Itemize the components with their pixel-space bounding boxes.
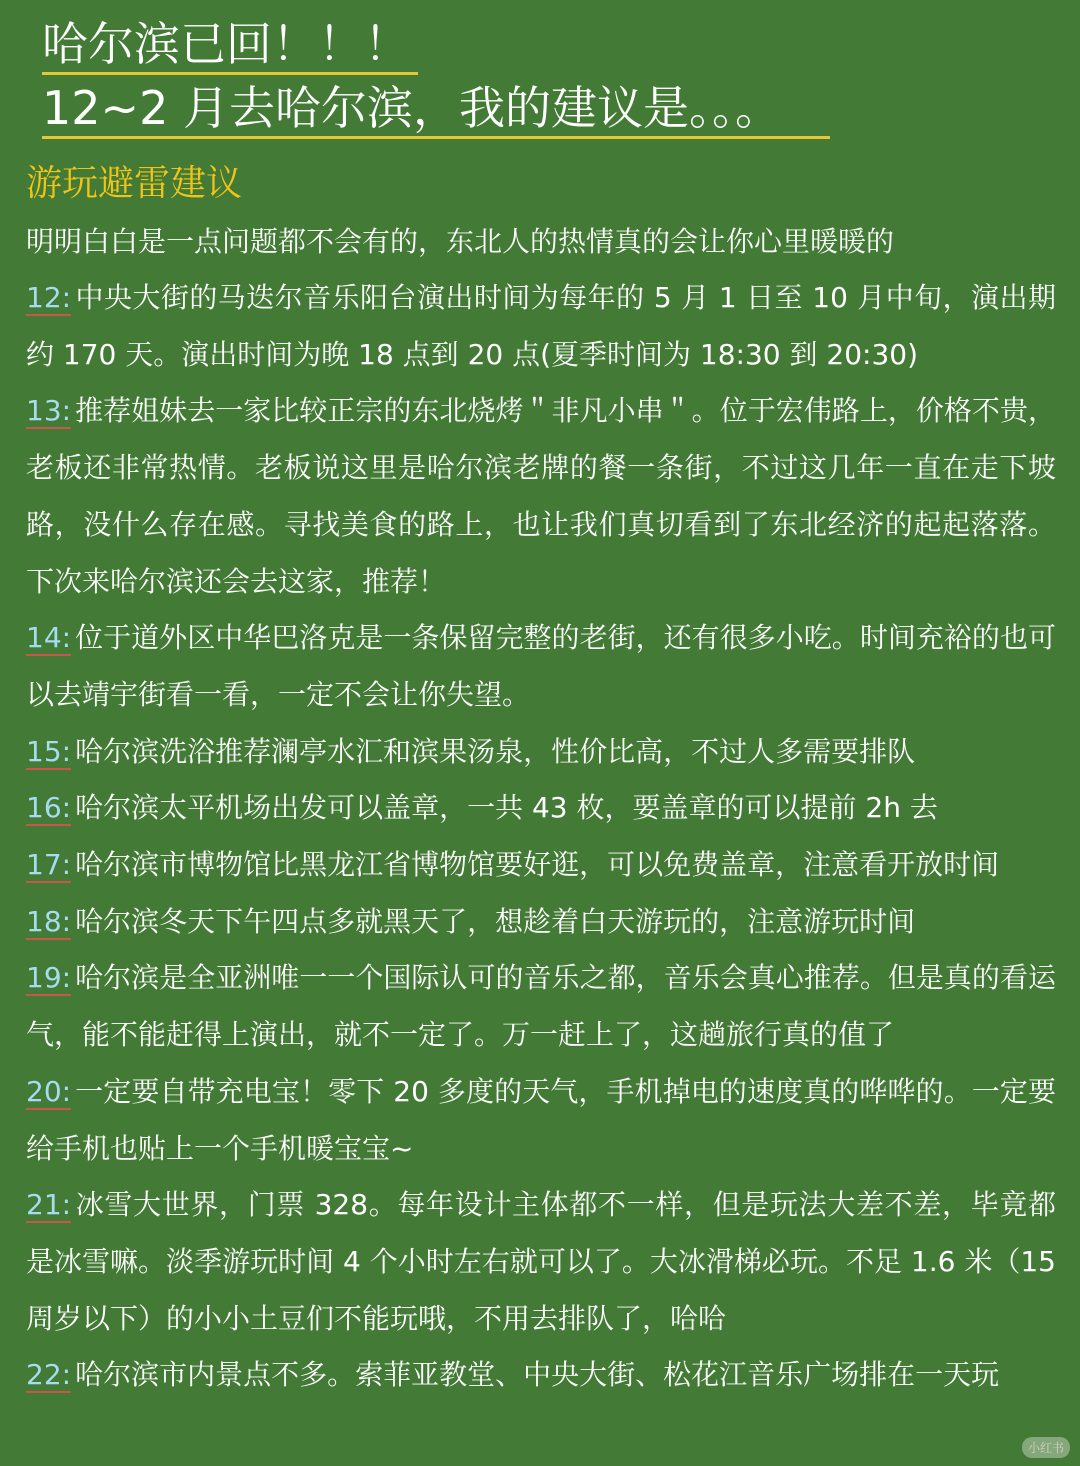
item-text: 中央大街的马迭尔音乐阳台演出时间为每年的 5 月 1 日至 10 月中旬，演出期约 170 天。演出时间为晚 18 点到 20 点(夏季时间为 18:30 到 20:30)	[26, 281, 1056, 371]
tips-list	[26, 270, 1056, 1404]
item-number: 15:	[26, 734, 72, 768]
item-text: 哈尔滨是全亚洲唯一一个国际认可的音乐之都，音乐会真心推荐。但是真的看运气，能不能赶得上演出，就不一定了。万一赶上了，这趟旅行真的值了	[26, 961, 1056, 1052]
item-number: 19:	[26, 961, 72, 995]
item-text: 哈尔滨太平机场出发可以盖章，一共 43 枚，要盖章的可以提前 2h 去	[75, 791, 938, 825]
watermark: 小红书	[1022, 1437, 1070, 1458]
list-item	[26, 610, 1056, 723]
list-item	[26, 1177, 1056, 1347]
item-number: 14:	[26, 621, 72, 655]
list-item	[26, 270, 1056, 383]
item-number: 22:	[26, 1358, 72, 1392]
title-line-2: 12~2 月去哈尔滨，我的建议是。。。	[42, 80, 830, 139]
list-item	[26, 1347, 1056, 1404]
list-item	[26, 780, 1056, 837]
item-text: 位于道外区中华巴洛克是一条保留完整的老街，还有很多小吃。时间充裕的也可以去靖宇街看一看，一定不会让你失望。	[26, 621, 1056, 711]
list-item	[26, 894, 1056, 951]
item-number: 18:	[26, 904, 72, 938]
item-number: 13:	[26, 394, 72, 428]
list-item	[26, 950, 1056, 1063]
list-item	[26, 1064, 1056, 1177]
list-item	[26, 383, 1056, 610]
item-text: 推荐姐妹去一家比较正宗的东北烧烤＂非凡小串＂。位于宏伟路上，价格不贵，老板还非常热情。老板说这里是哈尔滨老牌的餐一条街，不过这几年一直在走下坡路，没什么存在感。寻找美食的路上，也让我们真切看到了东北经济的起起落落。下次来哈尔滨还会去这家，推荐！	[26, 394, 1056, 598]
section-heading: 游玩避雷建议	[26, 163, 243, 204]
item-number: 12:	[26, 281, 72, 314]
title-line-1: 哈尔滨已回！！！	[42, 16, 418, 75]
intro-text: 明明白白是一点问题都不会有的，东北人的热情真的会让你心里暖暖的	[26, 225, 895, 258]
item-text: 哈尔滨洗浴推荐澜亭水汇和滨果汤泉，性价比高，不过人多需要排队	[75, 734, 916, 768]
item-number: 20:	[26, 1074, 72, 1108]
item-text: 哈尔滨市内景点不多。索菲亚教堂、中央大街、松花江音乐广场排在一天玩	[75, 1358, 1000, 1392]
list-item	[26, 837, 1056, 894]
item-text: 哈尔滨冬天下午四点多就黑天了，想趁着白天游玩的，注意游玩时间	[75, 904, 916, 938]
item-text: 一定要自带充电宝！零下 20 多度的天气，手机掉电的速度真的哗哗的。一定要给手机也贴上一个手机暖宝宝~	[26, 1074, 1056, 1165]
item-text: 哈尔滨市博物馆比黑龙江省博物馆要好逛，可以免费盖章，注意看开放时间	[75, 848, 1000, 882]
item-number: 16:	[26, 791, 72, 825]
list-item	[26, 724, 1056, 781]
item-text: 冰雪大世界，门票 328。每年设计主体都不一样，但是玩法大差不差，毕竟都是冰雪嘛。淡季游玩时间 4 个小时左右就可以了。大冰滑梯必玩。不足 1.6 米（15 周岁以下）的小小土豆们不能玩哦，不用去排队了，哈哈	[26, 1188, 1056, 1335]
item-number: 21:	[26, 1188, 72, 1222]
item-number: 17:	[26, 848, 72, 882]
